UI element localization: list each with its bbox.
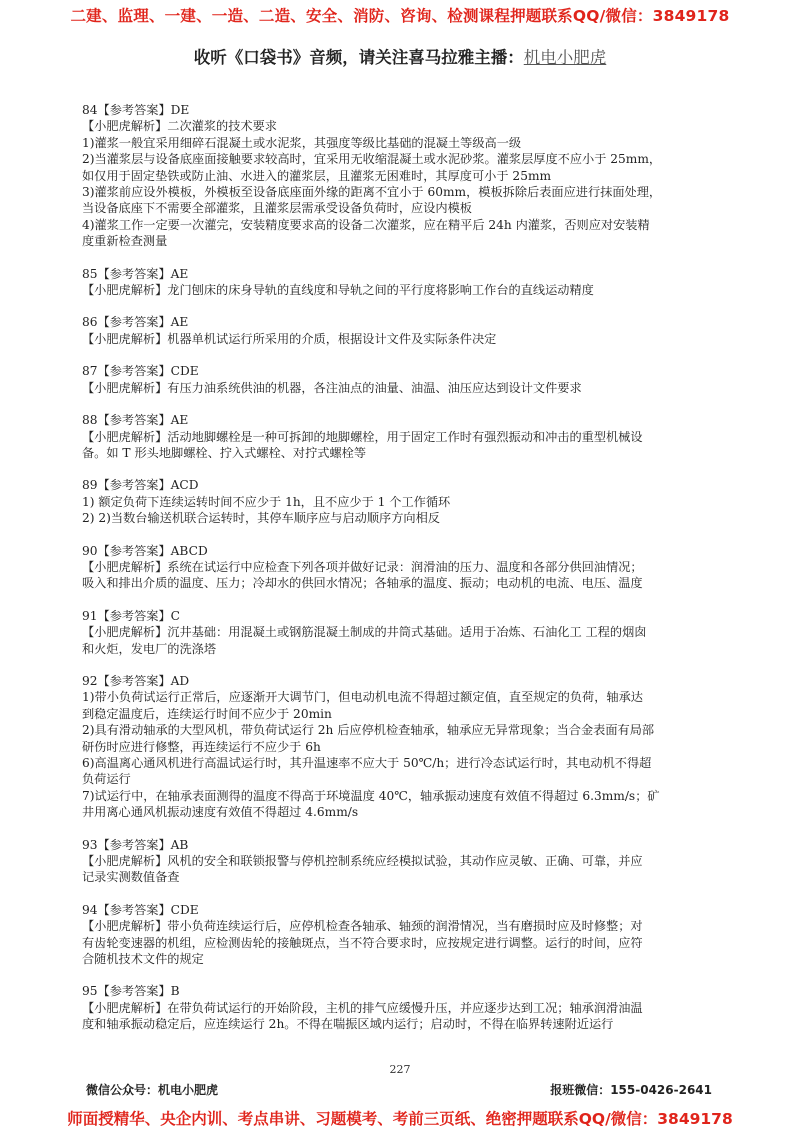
question-block (82, 412, 702, 461)
explanation-line: 【小肥虎解析】活动地脚螺栓是一种可拆卸的地脚螺栓，用于固定工作时有强烈振动和冲击的重型机械设 (82, 429, 643, 444)
explanation-line: 【小肥虎解析】风机的安全和联锁报警与停机控制系统应经模拟试验，其动作应灵敏、正确、可靠，并应 (82, 854, 643, 869)
answer-label: 90【参考答案】ABCD (82, 543, 208, 558)
explanation-line: 度重新检查测量 (82, 234, 168, 249)
answer-label: 88【参考答案】AE (82, 413, 189, 428)
explanation-line: 6)高温离心通风机进行高温试运行时，其升温速率不应大于 50℃/h；进行冷态试运行时，其电动机不得超 (82, 756, 652, 770)
explanation-line: 【小肥虎解析】带小负荷连续运行后，应停机检查各轴承、轴颈的润滑情况，当有磨损时应及时修整；对 (82, 919, 643, 934)
answer-label: 94【参考答案】CDE (82, 902, 199, 917)
question-block (82, 102, 702, 250)
explanation-line: 当设备底座下不需要全部灌浆，且灌浆层需承受设备负荷时，应设内模板 (82, 201, 472, 216)
explanation-line: 7)试运行中，在轴承表面测得的温度不得高于环境温度 40℃，轴承振动速度有效值不得超过 6.3mm/s；矿 (82, 788, 660, 803)
explanation-line: 备。如 T 形头地脚螺栓、拧入式螺栓、对拧式螺栓等 (82, 445, 367, 460)
explanation-line: 【小肥虎解析】龙门刨床的床身导轨的直线度和导轨之间的平行度将影响工作台的直线运动精度 (82, 283, 594, 298)
explanation-line: 2) 2)当数台输送机联合运转时，其停车顺序应与启动顺序方向相反 (82, 511, 440, 526)
explanation-line: 负荷运行 (82, 772, 131, 787)
explanation-line: 和火炬，发电厂的洗涤塔 (82, 641, 217, 656)
question-block (82, 477, 702, 526)
explanation-line: 2)具有滑动轴承的大型风机，带负荷试运行 2h 后应停机检查轴承，轴承应无异常现象；当合金表面有局部 (82, 723, 655, 738)
explanation-line: 【小肥虎解析】沉井基础：用混凝土或钢筋混凝土制成的井筒式基础。适用于冶炼、石油化工 工程的烟囱 (82, 625, 647, 640)
question-block (82, 983, 702, 1032)
answer-label: 84【参考答案】DE (82, 103, 190, 117)
explanation-line: 1)带小负荷试运行正常后，应逐渐开大调节门，但电动机电流不得超过额定值，直至规定的负荷，轴承达 (82, 690, 643, 705)
question-block (82, 673, 702, 821)
answer-label: 93【参考答案】AB (82, 837, 189, 852)
answer-label: 87【参考答案】CDE (82, 364, 199, 379)
answer-label: 91【参考答案】C (82, 608, 180, 623)
wechat-account: 微信公众号：机电小肥虎 (86, 1083, 219, 1097)
answer-label: 92【参考答案】AD (82, 673, 190, 688)
top-banner: 二建、监理、一建、一造、二造、安全、消防、咨询、检测课程押题联系QQ/微信：3849178 (70, 7, 730, 25)
enroll-wechat: 报班微信：155-0426-2641 (550, 1083, 712, 1097)
explanation-line: 记录实测数值备查 (82, 870, 180, 885)
answer-label: 85【参考答案】AE (82, 266, 189, 281)
explanation-line: 【小肥虎解析】机器单机试运行所采用的介质，根据设计文件及实际条件决定 (82, 331, 497, 346)
explanation-line: 有齿轮变速器的机组，应检测齿轮的接触斑点，当不符合要求时，应按规定进行调整。运行的时间，应符 (82, 935, 643, 950)
explanation-line: 吸入和排出介质的温度、压力；冷却水的供回水情况；各轴承的温度、振动；电动机的电流、电压、温度 (82, 576, 643, 591)
explanation-line: 合随机技术文件的规定 (82, 952, 204, 967)
explanation-line: 井用离心通风机振动速度有效值不得超过 4.6mm/s (82, 805, 359, 820)
explanation-line: 度和轴承振动稳定后，应连续运行 2h。不得在喘振区域内运行；启动时，不得在临界转速附近运行 (82, 1017, 614, 1032)
question-block (82, 363, 702, 396)
explanation-line: 如仅用于固定垫铁或防止油、水进入的灌浆层，且灌浆无困难时，其厚度可小于 25mm (82, 168, 552, 183)
question-block (82, 314, 702, 347)
answer-content (82, 102, 702, 1049)
question-block (82, 902, 702, 968)
bottom-banner: 师面授精华、央企内训、考点串讲、习题模考、考前三页纸、绝密押题联系QQ/微信：3849178 (67, 1110, 733, 1128)
answer-label: 89【参考答案】ACD (82, 478, 199, 493)
answer-label: 95【参考答案】B (82, 984, 180, 999)
subtitle-prefix: 收听《口袋书》音频，请关注喜马拉雅主播： (193, 48, 524, 67)
explanation-line: 【小肥虎解析】在带负荷试运行的开始阶段，主机的排气应缓慢升压，并应逐步达到工况；轴承润滑油温 (82, 1000, 643, 1015)
explanation-line: 4)灌浆工作一定要一次灌完，安装精度要求高的设备二次灌浆，应在精平后 24h 内灌浆，否则应对安装精 (82, 217, 650, 232)
subtitle (0, 44, 800, 68)
question-block (82, 608, 702, 657)
explanation-line: 2)当灌浆层与设备底座面接触要求较高时，宜采用无收缩混凝土或水泥砂浆。灌浆层厚度不应小于 25mm， (82, 152, 662, 167)
explanation-line: 【小肥虎解析】有压力油系统供油的机器，各注油点的油量、油温、油压应达到设计文件要求 (82, 380, 582, 395)
question-block (82, 837, 702, 886)
explanation-line: 【小肥虎解析】二次灌浆的技术要求 (82, 119, 277, 134)
explanation-line: 1)灌浆一般宜采用细碎石混凝土或水泥浆，其强度等级比基础的混凝土等级高一级 (82, 135, 522, 150)
explanation-line: 3)灌浆前应设外模板，外模板至设备底座面外缘的距离不宜小于 60mm，模板拆除后表面应进行抹面处理， (82, 185, 662, 200)
explanation-line: 到稳定温度后，连续运行时间不应少于 20min (82, 706, 332, 721)
question-block (82, 543, 702, 592)
explanation-line: 研伤时应进行修整，再连续运行不应少于 6h (82, 739, 321, 754)
explanation-line: 1) 额定负荷下连续运转时间不应少于 1h，且不应少于 1 个工作循环 (82, 494, 451, 509)
question-block (82, 266, 702, 299)
page-number: 227 (389, 1063, 411, 1076)
subtitle-link[interactable]: 机电小肥虎 (523, 48, 607, 67)
answer-label: 86【参考答案】AE (82, 315, 189, 330)
explanation-line: 【小肥虎解析】系统在试运行中应检查下列各项并做好记录：润滑油的压力、温度和各部分供回油情况； (82, 559, 643, 574)
